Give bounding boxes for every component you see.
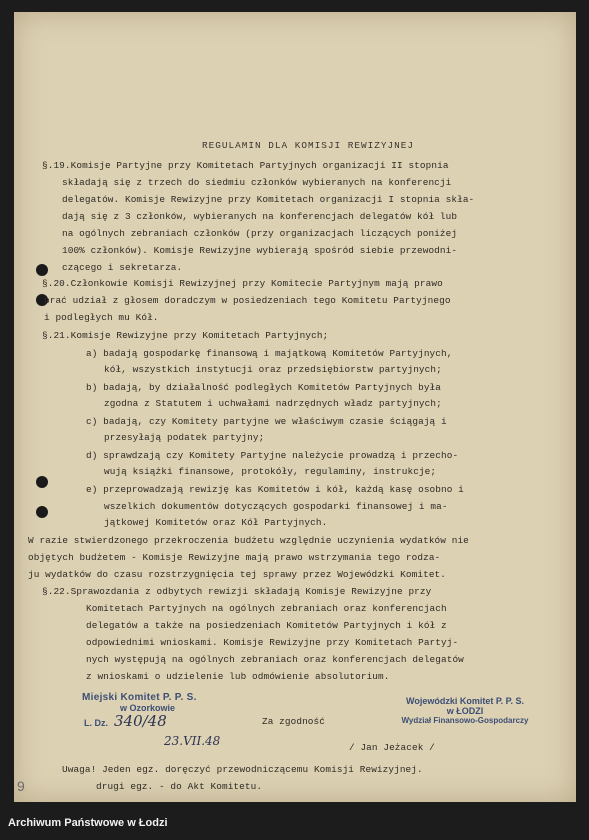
text-line: a) badają gospodarkę finansową i majątkową Komitetów Partyjnych, [86,348,453,359]
text-line: W razie stwierdzonego przekroczenia budżetu względnie uczynienia wydatków nie [28,535,469,546]
text-line: czącego i sekretarza. [62,262,183,273]
archive-footer [0,807,589,840]
text-line: odpowiednimi wnioskami. Komisje Rewizyjne przy Komitetach Partyj- [86,637,459,648]
stamp-line: Wojewódzki Komitet P. P. S. [405,696,525,706]
registry-number [84,718,108,728]
voivodeship-committee-stamp [390,696,540,725]
document-title: REGULAMIN DLA KOMISJI REWIZYJNEJ [202,140,415,151]
text-line: objętych budżetem - Komisje Rewizyjne mają prawo wstrzymania tego rodza- [28,552,441,563]
text-line: §.20.Członkowie Komisji Rewizyjnej przy Komitecie Partyjnym mają prawo [42,278,443,289]
punch-hole [36,506,48,518]
stamp-line: Miejski Komitet P. P. S. [82,692,197,703]
text-line: ju wydatków do czasu rozstrzygnięcia tej sprawy przez Wojewódzki Komitet. [28,569,446,580]
text-line: zgodna z Statutem i uchwałami nadrzędnych władz partyjnych; [104,398,442,409]
agreement-text: Za zgodność [262,716,325,727]
text-line: delegatów a także na posiedzeniach Komitetów Partyjnych i kół z [86,620,447,631]
punch-hole [36,476,48,488]
stamp-line: Wydział Finansowo-Gospodarczy [401,716,529,725]
text-line: wują książki finansowe, protokóły, regulaminy, instrukcje; [104,466,437,477]
text-line: nych występują na ogólnych zebraniach oraz konferencjach delegatów [86,654,464,665]
text-line: i podległych mu Kół. [44,312,159,323]
ldz-label: L. Dz. [84,718,108,728]
text-line: przesyłają podatek partyjny; [104,432,265,443]
text-line: wszelkich dokumentów dotyczących gospodarki finansowej i ma- [104,501,448,512]
text-line: e) przeprowadzają rewizję kas Komitetów i kół, każdą kasę osobno i [86,484,464,495]
page-number: 9 [17,778,25,794]
punch-hole [36,264,48,276]
text-line: §.21.Komisje Rewizyjne przy Komitetach Partyjnych; [42,330,329,341]
note-line: Uwaga! Jeden egz. doręczyć przewodniczącemu Komisji Rewizyjnej. [62,764,423,775]
text-line: na ogólnych zebraniach członków (przy organizacjach liczących poniżej [62,228,458,239]
text-line: b) badają, by działalność podległych Komitetów Partyjnych była [86,382,442,393]
text-line: składają się z trzech do siedmiu członków wybieranych na konferencji [62,177,452,188]
text-line: d) sprawdzają czy Komitety Partyjne należycie prowadzą i przecho- [86,450,459,461]
text-line: z wnioskami o udzielenie lub odmówienie absolutorium. [86,671,390,682]
text-line: 100% członków). Komisje Rewizyjne wybierają spośród siebie przewodni- [62,245,458,256]
text-line: dają się z 3 członków, wybieranych na konferencjach delegatów kół lub [62,211,458,222]
text-line: §.19.Komisje Partyjne przy Komitetach Partyjnych organizacji II stopnia [42,160,449,171]
city-committee-stamp [82,692,197,713]
text-line: §.22.Sprawozdania z odbytych rewizji składają Komisje Rewizyjne przy [42,586,432,597]
document-sheet [14,12,576,802]
signature: / Jan Jeżacek / [349,742,435,753]
text-line: Komitetach Partyjnych na ogólnych zebraniach oraz konferencjach [86,603,447,614]
note-line: drugi egz. - do Akt Komitetu. [96,781,263,792]
stamp-line: w ŁODZI [446,706,484,716]
stamp-line: w Ozorkowie [120,703,176,713]
text-line: c) badają, czy Komitety partyjne we właściwym czasie ściągają i [86,416,447,427]
archive-name: Archiwum Państwowe w Łodzi [8,817,168,829]
text-line: brać udział z głosem doradczym w posiedzeniach tego Komitetu Partyjnego [44,295,451,306]
registry-date-handwritten: 23.VII.48 [164,734,221,748]
text-line: delegatów. Komisje Rewizyjne przy Komitetach organizacji I stopnia skła- [62,194,475,205]
text-line: kół, wszystkich instytucji oraz przedsiębiorstw partyjnych; [104,364,442,375]
text-line: jątkowej Komitetów oraz Kół Partyjnych. [104,517,328,528]
registry-number-handwritten: 340/48 [114,712,167,730]
